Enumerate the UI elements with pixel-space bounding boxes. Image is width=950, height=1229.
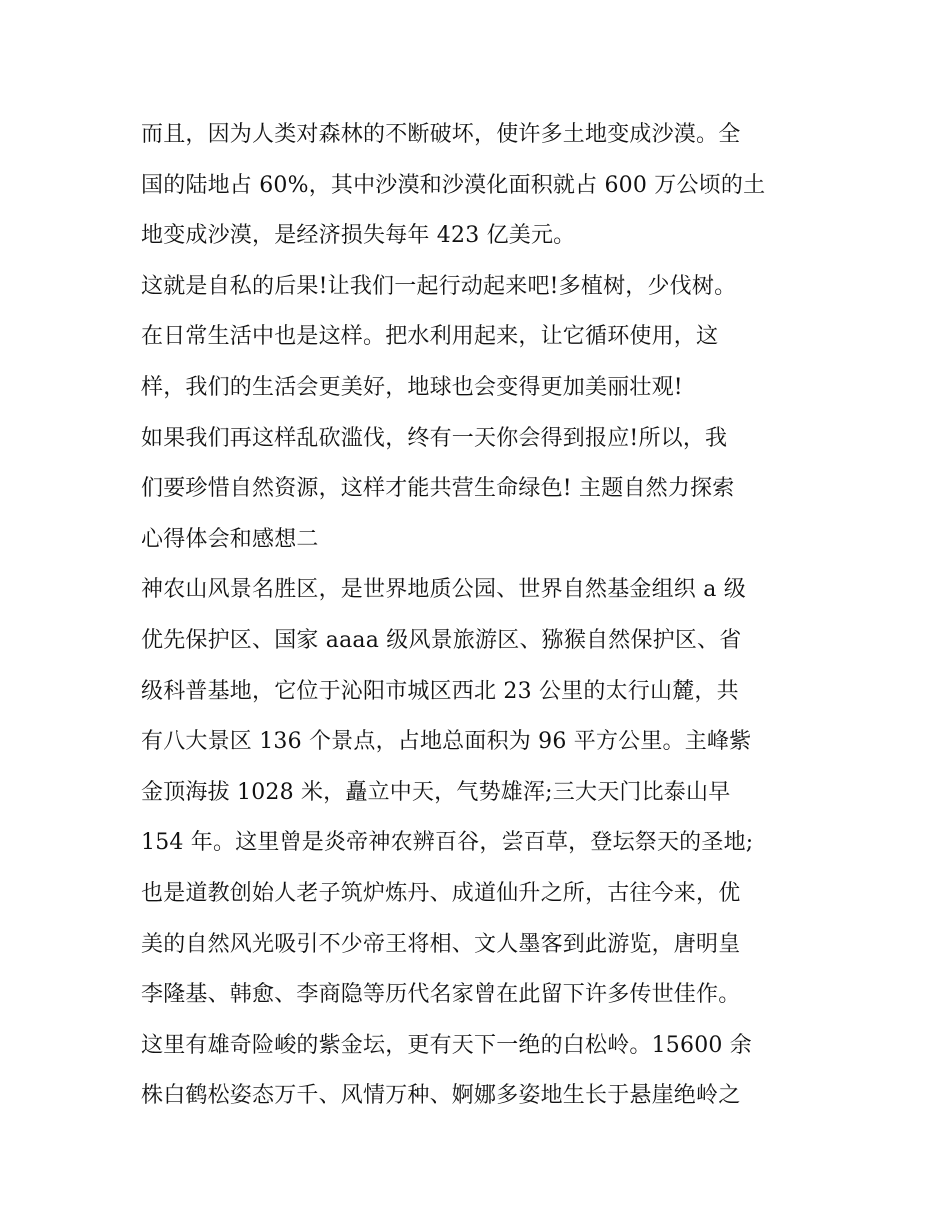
body-text xyxy=(141,110,821,1122)
text-line: 株白鹤松姿态万千、风情万种、婀娜多姿地生长于悬崖绝岭之 xyxy=(141,1083,741,1109)
section-heading: 心得体会和感想二 xyxy=(141,526,319,552)
text-line: 而且，因为人类对森林的不断破坏，使许多土地变成沙漠。全 xyxy=(141,122,741,147)
text-line: 在日常生活中也是这样。把水利用起来，让它循环使用，这 xyxy=(141,324,719,350)
text-line: 李隆基、韩愈、李商隐等历代名家曾在此留下许多传世佳作。 xyxy=(141,982,741,1008)
text-line: 国的陆地占 60%，其中沙漠和沙漠化面积就占 600 万公顷的土 xyxy=(141,172,766,198)
text-line: 如果我们再这样乱砍滥伐，终有一天你会得到报应!所以，我 xyxy=(141,425,728,451)
text-line: 也是道教创始人老子筑炉炼丹、成道仙升之所，古往今来，优 xyxy=(141,880,741,906)
text-line: 们要珍惜自然资源，这样才能共营生命绿色! 主题自然力探索 xyxy=(141,476,735,502)
text-line: 美的自然风光吸引不少帝王将相、文人墨客到此游览，唐明皇 xyxy=(141,931,741,957)
text-line: 优先保护区、国家 aaaa 级风景旅游区、猕猴自然保护区、省 xyxy=(141,627,742,653)
text-line: 地变成沙漠，是经济损失每年 423 亿美元。 xyxy=(141,223,576,249)
text-line: 这里有雄奇险峻的紫金坛，更有天下一绝的白松岭。15600 余 xyxy=(141,1032,752,1058)
text-line: 样，我们的生活会更美好，地球也会变得更加美丽壮观! xyxy=(141,374,683,400)
text-line: 154 年。这里曾是炎帝神农辨百谷，尝百草，登坛祭天的圣地; xyxy=(141,830,754,856)
text-line: 金顶海拔 1028 米，矗立中天，气势雄浑;三大天门比泰山早 xyxy=(141,779,731,805)
text-line: 神农山风景名胜区，是世界地质公园、世界自然基金组织 a 级 xyxy=(141,577,746,603)
text-line: 级科普基地，它位于沁阳市城区西北 23 公里的太行山麓，共 xyxy=(141,678,739,704)
text-line: 有八大景区 136 个景点，占地总面积为 96 平方公里。主峰紫 xyxy=(141,729,752,755)
text-line: 这就是自私的后果!让我们一起行动起来吧!多植树，少伐树。 xyxy=(141,273,737,299)
